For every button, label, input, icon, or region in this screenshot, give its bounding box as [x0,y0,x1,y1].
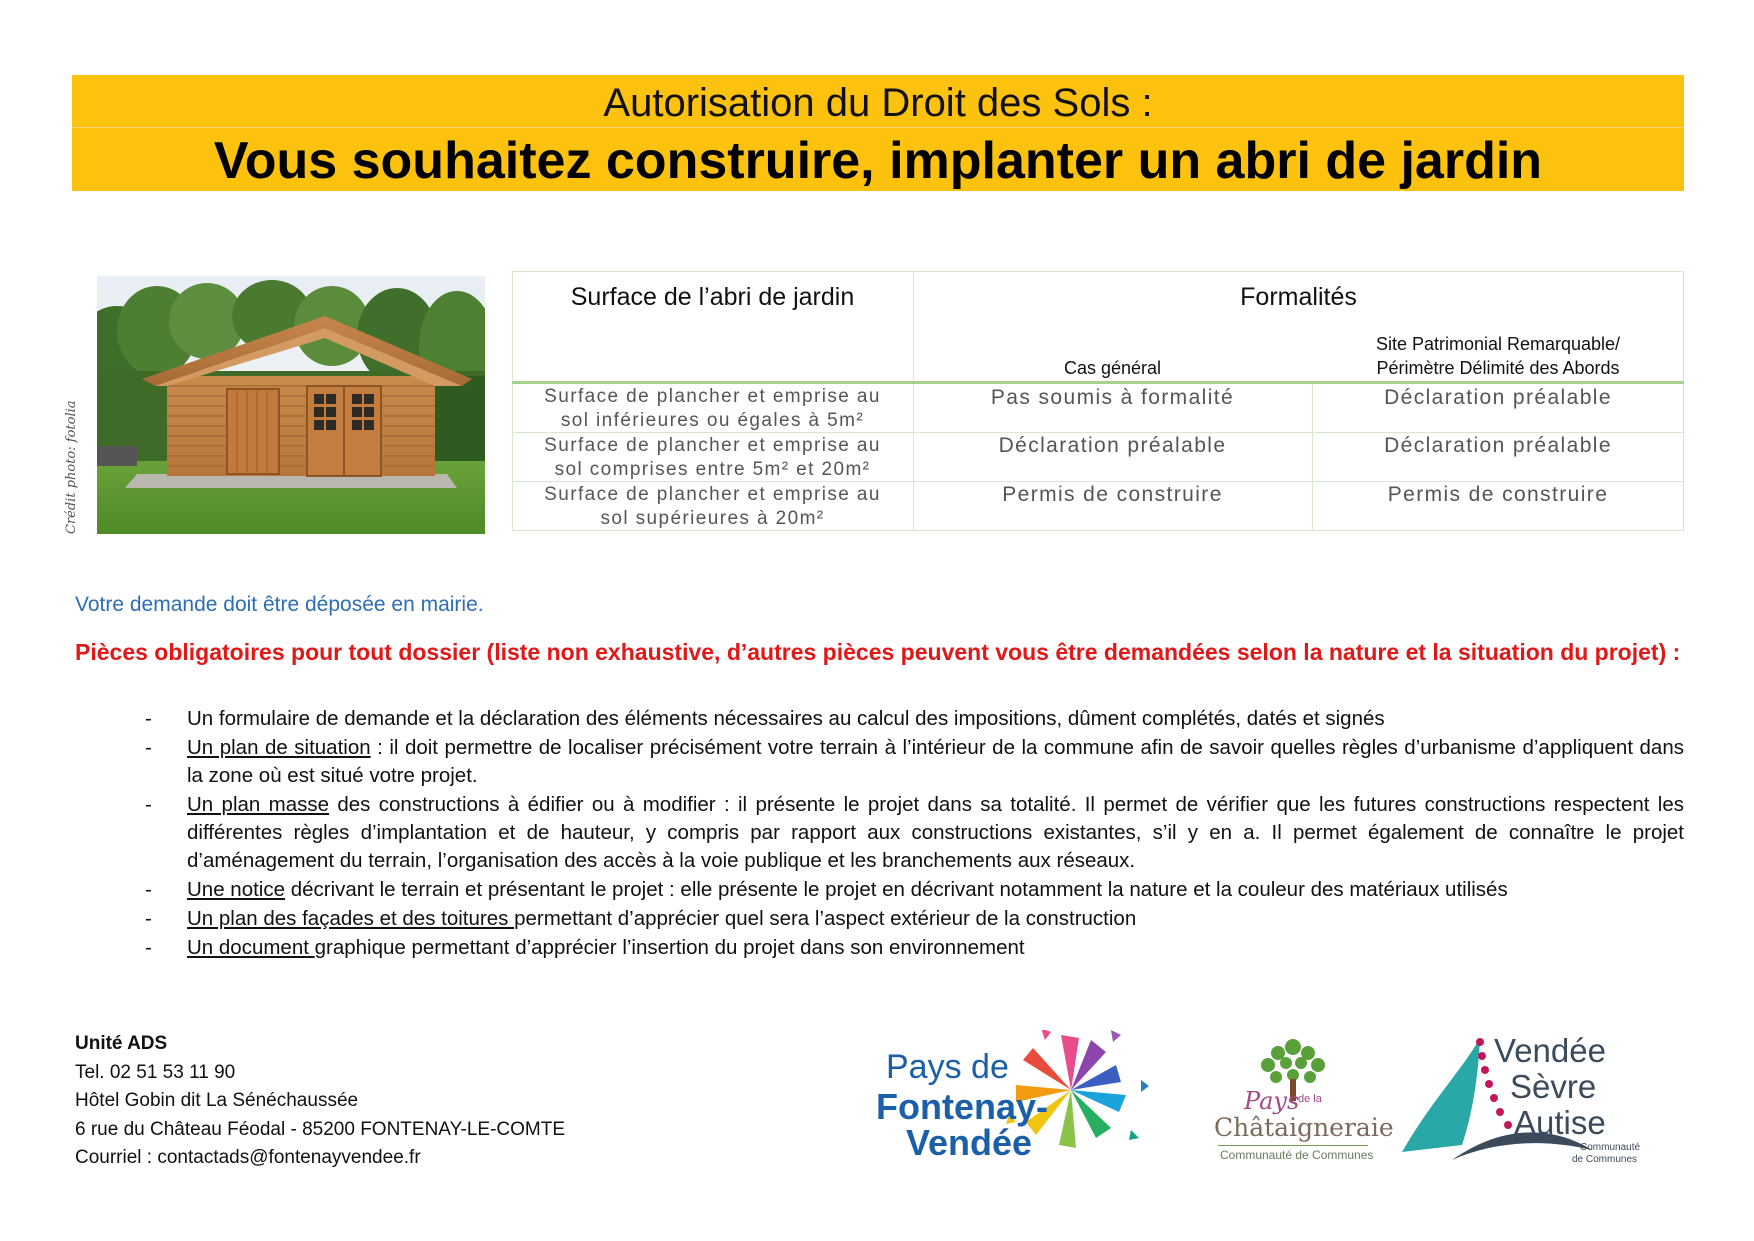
required-documents-title: Pièces obligatoires pour tout dossier (liste non exhaustive, d’autres pièces peuvent vous être demandées selon la nature et la situation du projet) : [75,639,1681,665]
list-dash: - [145,736,152,759]
fontenay-logo-line3: Vendée [906,1122,1033,1163]
fontenay-logo-line2: Fontenay- [876,1086,1049,1127]
table-row-1-general: Pas soumis à formalité [990,386,1235,409]
column-header-formalities: Formalités [1240,283,1357,311]
vendee-logo-line1: Vendée [1494,1032,1606,1069]
list-dash: - [145,878,152,901]
logo-pays-de-fontenay-vendee [876,1030,1176,1165]
list-item [145,734,1684,790]
vendee-logo-sub1: Communauté [1580,1142,1641,1153]
list-item-text: : il doit permettre de localiser précisément votre terrain à l’intérieur de la commune afin de savoir quelles règles d’urbanisme d’appliquent dans la zone où est situé votre projet. [187,736,1684,787]
garden-shed-illustration [97,276,485,534]
table-row-2-patrimonial: Déclaration préalable [1384,434,1612,457]
chataigneraie-logo-name: Châtaigneraie [1214,1113,1394,1142]
vendee-logo-sub2: de Communes [1572,1154,1638,1165]
vendee-logo-line3: Autise [1514,1104,1606,1141]
list-item [145,905,1684,933]
chataigneraie-logo-rule [1218,1145,1368,1146]
fontenay-logo-line1: Pays de [886,1048,1009,1086]
list-item-text: graphique permettant d’apprécier l’insertion du projet dans son environnement [314,936,1025,959]
formalities-table [512,271,1684,531]
banner-kicker: Autorisation du Droit des Sols : [603,81,1153,125]
surface-line: Surface de plancher et emprise au [544,484,881,505]
list-item-underlined: Un document [187,936,315,959]
list-dash: - [145,793,152,816]
table-row-2-general: Déclaration préalable [998,434,1227,457]
table-border-top [512,271,1684,272]
table-row-3-surface [512,483,913,531]
table-row-1-surface [512,385,913,433]
surface-line: sol supérieures à 20m² [600,508,825,529]
list-item [145,791,1684,875]
surface-line: Surface de plancher et emprise au [544,435,881,456]
surface-line: sol comprises entre 5m² et 20m² [554,459,871,480]
garden-shed-photo [97,276,485,534]
list-item-text: Un formulaire de demande et la déclaration des éléments nécessaires au calcul des impositions, dûment complétés, datés et signés [187,707,1385,730]
title-banner [72,75,1684,191]
list-item-text: permettant d’apprécier quel sera l’aspect extérieur de la construction [514,907,1137,930]
chataigneraie-logo-dela: de la [1298,1093,1322,1105]
list-item-underlined: Une notice [187,878,286,901]
required-documents-list [145,705,1684,963]
logo-pays-de-la-chataigneraie [1208,1035,1394,1165]
list-dash: - [145,936,152,959]
contact-block [75,1030,565,1173]
table-row-3-patrimonial: Permis de construire [1387,483,1609,506]
photo-credit: Crédit photo: fotolia [64,400,79,534]
subheader-patrimonial-line2: Périmètre Délimité des Abords [1376,358,1620,378]
chataigneraie-logo-pays: Pays [1244,1087,1300,1115]
surface-line: sol inférieures ou égales à 5m² [560,410,865,431]
subheader-patrimonial [1312,332,1684,380]
table-row-1-patrimonial: Déclaration préalable [1384,386,1612,409]
vendee-logo-line2: Sèvre [1510,1068,1597,1105]
table-header-rule [512,381,1684,384]
contact-unit: Unité ADS [75,1033,168,1054]
surface-line: Surface de plancher et emprise au [544,386,881,407]
contact-email: Courriel : contactads@fontenayvendee.fr [75,1147,421,1168]
chataigneraie-logo-sub: Communauté de Communes [1220,1148,1374,1162]
list-item [145,705,1684,733]
list-dash: - [145,907,152,930]
table-row-3-general: Permis de construire [1002,483,1223,506]
logo-vendee-sevre-autise [1392,1030,1642,1170]
list-item-text: des constructions à édifier ou à modifier : il présente le projet dans sa totalité. Il permet de vérifier que les futures constructions respectent les différentes règles d’implantation et de hauteur, y compris par rapport aux constructions existantes, s’il y en a. Il permet également de connaître le projet d’aménagement du terrain, l’organisation des accès à la voie publique et les branchements aux réseaux. [187,793,1684,872]
list-item-underlined: Un plan des façades et des toitures [187,907,515,930]
submission-notice: Votre demande doit être déposée en mairie. [75,593,484,616]
contact-building: Hôtel Gobin dit La Sénéchaussée [75,1090,359,1111]
list-item-text: décrivant le terrain et présentant le projet : elle présente le projet en décrivant notamment la nature et la couleur des matériaux utilisés [285,878,1508,901]
subheader-general-case: Cas général [1063,358,1162,378]
list-item-underlined: Un plan de situation [187,736,371,759]
list-item-underlined: Un plan masse [187,793,330,816]
contact-address: 6 rue du Château Féodal - 85200 FONTENAY-LE-COMTE [75,1118,566,1140]
column-header-surface: Surface de l’abri de jardin [570,283,855,311]
banner-divider [72,127,1684,128]
table-row-2-surface [512,434,913,482]
page-title: Vous souhaitez construire, implanter un abri de jardin [213,132,1543,190]
contact-phone: Tel. 02 51 53 11 90 [75,1061,236,1083]
list-item [145,934,1684,962]
list-dash: - [145,707,152,730]
subheader-patrimonial-line1: Site Patrimonial Remarquable/ [1375,334,1621,354]
list-item [145,876,1684,904]
